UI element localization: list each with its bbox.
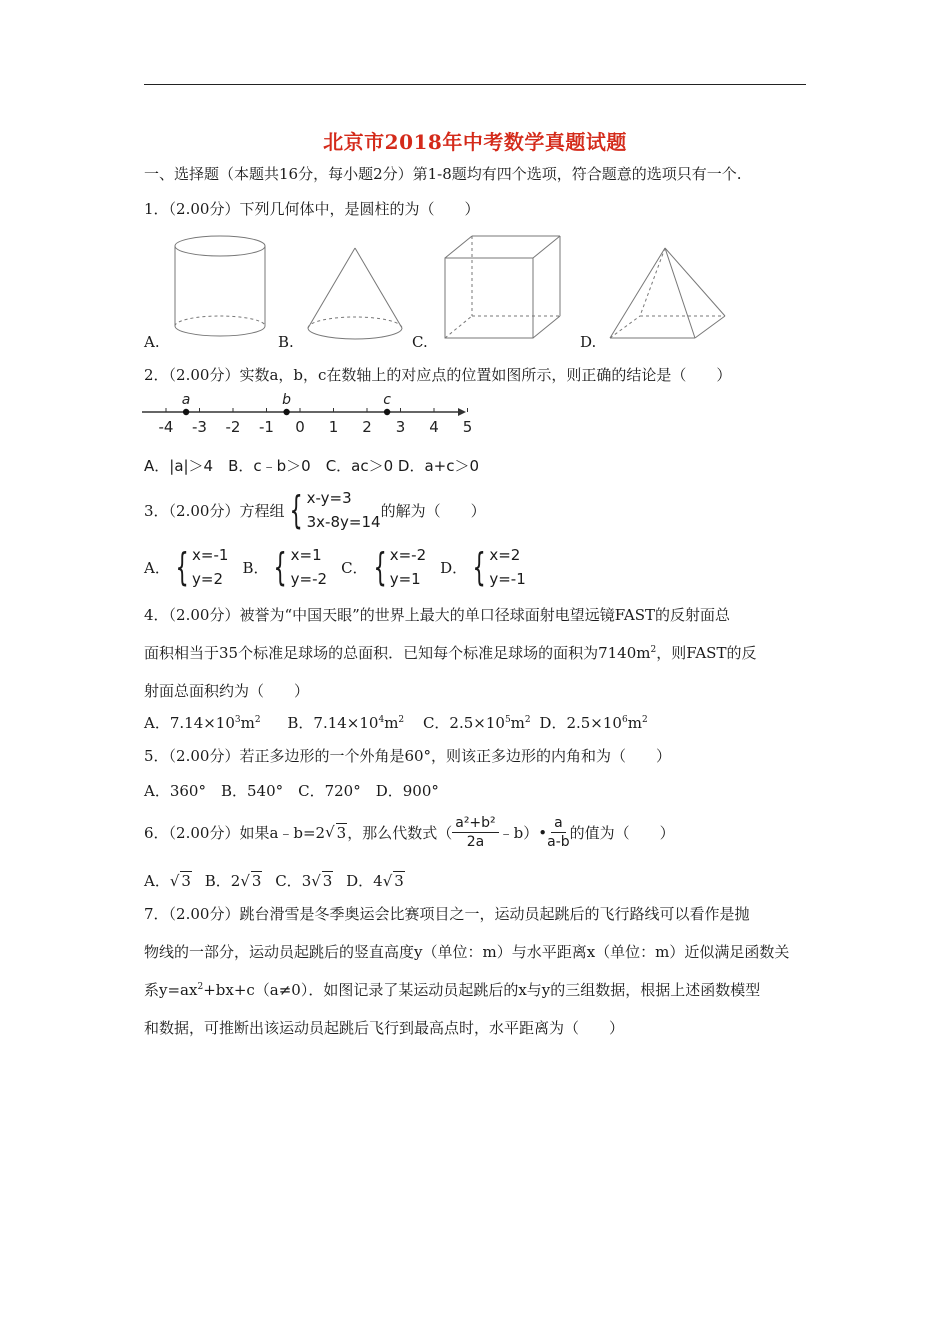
cube-figure — [445, 236, 560, 338]
number-line-tick-label: -3 — [192, 418, 207, 436]
q6-option-c[interactable]: C．3√ 3 — [275, 872, 333, 890]
q6-option-d[interactable]: D．4√ 3 — [346, 872, 404, 890]
q6-option-b[interactable]: B．2√ 3 — [204, 872, 262, 890]
q3-equation-2: 3x-8y=14 — [306, 513, 381, 531]
number-line-arrow — [458, 408, 466, 416]
q1-option-a[interactable]: A. — [144, 333, 160, 351]
q7-line-2: 物线的一部分，运动员起跳后的竖直高度y（单位：m）与水平距离x（单位：m）近似满足函数关 — [144, 943, 790, 961]
q3-options — [144, 543, 526, 591]
number-line-tick-label: 2 — [362, 418, 372, 436]
q6-radicand: 3 — [336, 823, 347, 842]
number-line-tick-label: 4 — [429, 418, 439, 436]
q7-line-4: 和数据，可推断出该运动员起跳后飞行到最高点时，水平距离为（ ） — [144, 1019, 625, 1037]
cylinder-figure — [175, 236, 265, 336]
q4-option-a[interactable]: A．$7.14\times 10^3m^2$ — [144, 714, 261, 732]
number-line-point-b — [283, 409, 289, 415]
q3-stem — [144, 486, 486, 534]
q6-fraction-2: $\frac{a}{a-b}$ — [547, 814, 570, 850]
q2-stem: 2．（2.00分）实数a，b，c在数轴上的对应点的位置如图所示，则正确的结论是（ ） — [144, 366, 732, 384]
q1-stem: 1．（2.00分）下列几何体中，是圆柱的为（ ） — [144, 200, 480, 218]
cone-figure — [308, 248, 402, 339]
number-line-point-label: a — [181, 392, 191, 408]
q4-line-3: 射面总面积约为（ ） — [144, 682, 310, 700]
q3-system: { x-y=3 3x-8y=14 — [289, 488, 381, 532]
q1-option-c[interactable]: C. — [412, 333, 428, 351]
number-line-tick-label: 5 — [462, 418, 473, 436]
number-line-tick-label: -1 — [259, 418, 274, 436]
q4-line-1: 4．（2.00分）被誉为“中国天眼”的世界上最大的单口径球面射电望远镜FAST的反射面总 — [144, 606, 730, 624]
q7-line-1: 7．（2.00分）跳台滑雪是冬季奥运会比赛项目之一，运动员起跳后的飞行路线可以看作是抛 — [144, 905, 750, 923]
number-line-tick-label: -2 — [225, 418, 241, 436]
q4-options — [144, 712, 648, 733]
number-line-tick-label: 0 — [295, 418, 305, 436]
q3-option-d[interactable]: D． { x=2 y=-1 — [440, 545, 526, 589]
q4-option-d[interactable]: D．$2.5\times 10^6m^2$ — [539, 714, 648, 732]
number-line-tick-label: -4 — [158, 418, 174, 436]
q3-option-a[interactable]: A． { x=-1 y=2 — [144, 545, 229, 589]
q3-equation-1: x-y=3 — [306, 489, 352, 507]
number-line-point-c — [384, 409, 390, 415]
q4-line-2: 面积相当于35个标准足球场的总面积．已知每个标准足球场的面积为$7140m^2$，则FAST的反 — [144, 644, 757, 662]
q4-option-c[interactable]: C．$2.5\times 10^5m^2$ — [422, 714, 531, 732]
q4-option-b[interactable]: B．$7.14\times 10^4m^2$ — [287, 714, 405, 732]
number-line-point-label: b — [282, 392, 292, 408]
number-line-point-label: c — [383, 392, 391, 408]
q6-stem: 6．（2.00分）如果a﹣b=2 √ 3 ，那么代数式（ $\frac{\text{a²+b²}}{2a}$ ﹣b）• $\frac{a}{a-b}$ 的值为（ ） — [144, 814, 675, 850]
page-title: 北京市2018年中考数学真题试题 — [323, 130, 627, 154]
q2-options[interactable]: A．|a|＞4 B．c﹣b＞0 C．ac＞0 D．a+c＞0 — [144, 457, 480, 475]
q6-fraction-1: $\frac{\text{a²+b²}}{2a}$ — [452, 814, 498, 851]
pyramid-figure — [610, 248, 725, 338]
q5-stem: 5．（2.00分）若正多边形的一个外角是60°，则该正多边形的内角和为（ ） — [144, 747, 672, 765]
q6-options — [144, 870, 405, 891]
q3-option-c[interactable]: C． { x=-2 y=1 — [341, 545, 427, 589]
header-rule — [144, 84, 806, 85]
number-line-point-a — [183, 409, 189, 415]
q6-option-a[interactable]: A．√ 3 — [144, 872, 191, 890]
q1-option-b[interactable]: B. — [278, 333, 294, 351]
q1-option-d[interactable]: D. — [580, 333, 597, 351]
q2-number-line — [140, 386, 473, 438]
q3-option-b[interactable]: B． { x=1 y=-2 — [242, 545, 328, 589]
number-line-tick-label: 1 — [328, 418, 339, 436]
number-line-tick-label: 3 — [395, 418, 406, 436]
q3-suffix: 的解为（ ） — [380, 501, 486, 520]
q1-figures — [140, 228, 740, 348]
section-intro: 一、选择题（本题共16分，每小题2分）第1-8题均有四个选项，符合题意的选项只有一个. — [144, 165, 742, 183]
q3-prefix: 3．（2.00分）方程组 — [144, 501, 285, 520]
q7-line-3: 系$y=ax^2+bx+c(a\ne 0)$．如图记录了某运动员起跳后的x与y的三组数据，根据上述函数模型 — [144, 981, 761, 999]
q5-options[interactable]: A．360° B．540° C．720° D．900° — [144, 782, 439, 800]
